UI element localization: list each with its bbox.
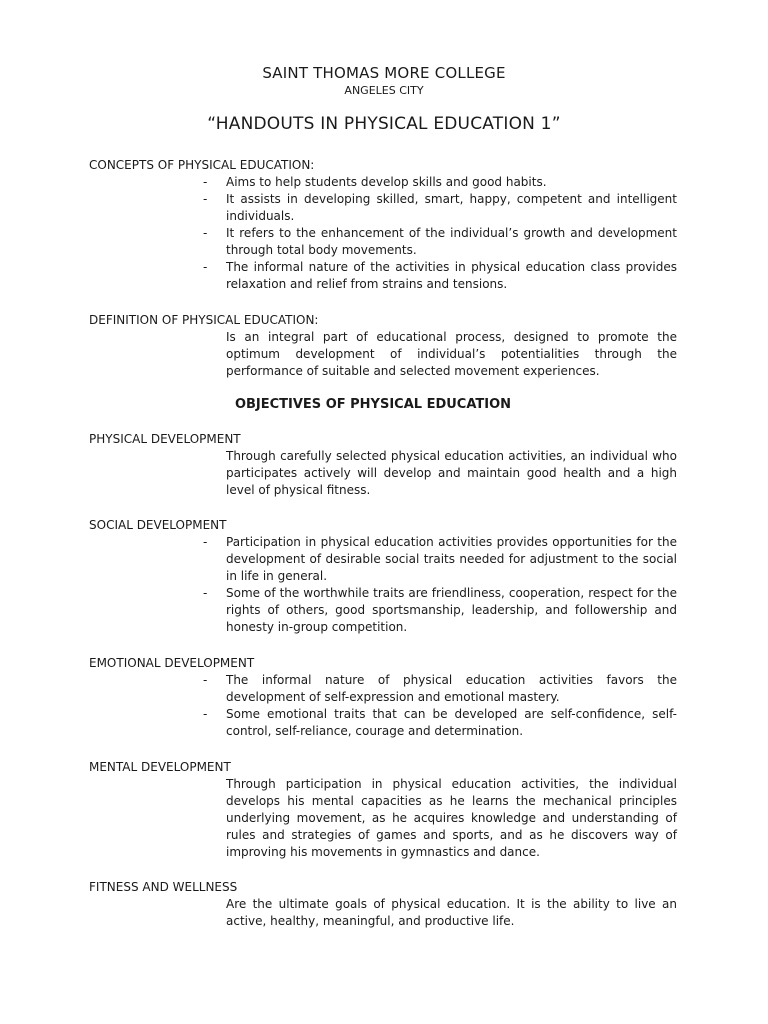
emotional-item (203, 706, 677, 740)
bullet-dash: - (203, 226, 208, 240)
emotional-item-text: Some emotional traits that can be developed are self-confidence, self-control, self-reliance, courage and determination. (226, 707, 677, 738)
emotional-item-text: The informal nature of physical education activities favors the development of self-expression and emotional mastery. (226, 673, 677, 704)
physical-heading: PHYSICAL DEVELOPMENT (89, 432, 241, 446)
bullet-dash: - (203, 260, 208, 274)
concepts-item (203, 191, 677, 225)
emotional-list (203, 672, 677, 740)
bullet-dash: - (203, 586, 208, 600)
mental-heading: MENTAL DEVELOPMENT (89, 760, 231, 774)
social-item (203, 585, 677, 636)
definition-heading: DEFINITION OF PHYSICAL EDUCATION: (89, 313, 319, 327)
mental-text: Through participation in physical education activities, the individual develops his mental capacities as he learns the mechanical principles underlying movement, as he acquires knowledge and understanding of rules and strategies of games and sports, and as he discovers way of improving his movements in gymnastics and dance. (226, 777, 677, 859)
concepts-item-text: It assists in developing skilled, smart, happy, competent and intelligent individuals. (226, 192, 677, 223)
college-city: ANGELES CITY (344, 84, 424, 97)
emotional-item (203, 672, 677, 706)
definition-text: Is an integral part of educational process, designed to promote the optimum development of individual’s potentialities through the performance of suitable and selected movement experiences. (226, 330, 677, 378)
concepts-item-text: The informal nature of the activities in physical education class provides relaxation and relief from strains and tensions. (226, 260, 677, 291)
physical-text: Through carefully selected physical education activities, an individual who participates actively will develop and maintain good health and a high level of physical fitness. (226, 449, 677, 497)
social-item-text: Some of the worthwhile traits are friendliness, cooperation, respect for the rights of others, good sportsmanship, leadership, and followership and honesty in-group competition. (226, 586, 677, 634)
social-heading: SOCIAL DEVELOPMENT (89, 518, 227, 532)
concepts-heading: CONCEPTS OF PHYSICAL EDUCATION: (89, 158, 315, 172)
document-title: “HANDOUTS IN PHYSICAL EDUCATION 1” (207, 114, 561, 134)
bullet-dash: - (203, 673, 208, 687)
social-item-text: Participation in physical education activities provides opportunities for the development of desirable social traits needed for adjustment to the social in life in general. (226, 535, 677, 583)
fitness-heading: FITNESS AND WELLNESS (89, 880, 238, 894)
social-item (203, 534, 677, 585)
concepts-item (203, 259, 677, 293)
bullet-dash: - (203, 175, 208, 189)
social-list (203, 534, 677, 636)
bullet-dash: - (203, 192, 208, 206)
concepts-item-text: It refers to the enhancement of the individual’s growth and development through total body movements. (226, 226, 677, 257)
emotional-heading: EMOTIONAL DEVELOPMENT (89, 656, 255, 670)
college-name: SAINT THOMAS MORE COLLEGE (262, 64, 506, 82)
concepts-item (203, 174, 677, 191)
bullet-dash: - (203, 535, 208, 549)
fitness-text: Are the ultimate goals of physical education. It is the ability to live an active, healthy, meaningful, and productive life. (226, 897, 677, 928)
concepts-item (203, 225, 677, 259)
bullet-dash: - (203, 707, 208, 721)
concepts-item-text: Aims to help students develop skills and good habits. (226, 175, 547, 189)
objectives-heading: OBJECTIVES OF PHYSICAL EDUCATION (234, 397, 512, 412)
concepts-list (203, 174, 677, 293)
